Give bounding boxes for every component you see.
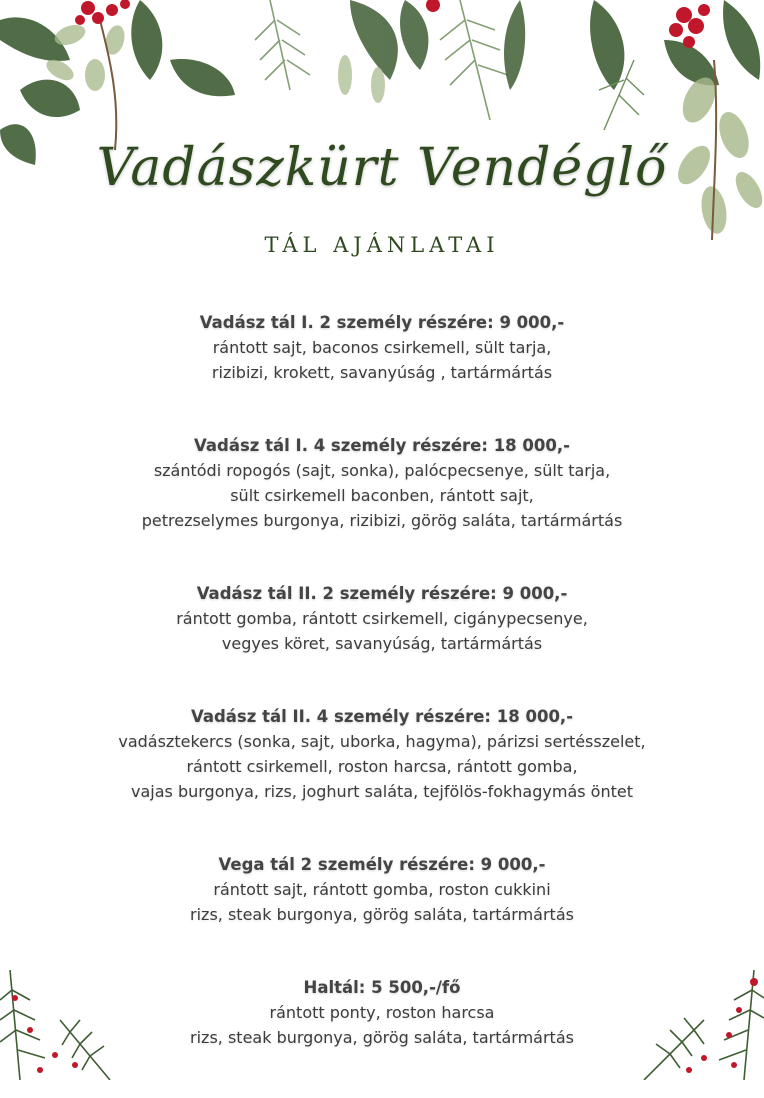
menu-item-description: rántott csirkemell, roston harcsa, rántott gomba, [186, 757, 578, 776]
menu-item [0, 704, 764, 804]
menu-item [0, 975, 764, 1050]
menu-item-description: vajas burgonya, rizs, joghurt saláta, tejfölös-fokhagymás öntet [131, 782, 633, 801]
menu-item-description: rizs, steak burgonya, görög saláta, tartármártás [190, 1028, 574, 1047]
page-title: Vadászkürt Vendéglő [96, 138, 668, 198]
menu-item-description: sült csirkemell baconben, rántott sajt, [230, 486, 534, 505]
menu-item-description: rizibizi, krokett, savanyúság , tartármártás [211, 363, 553, 382]
platter-menu [0, 310, 764, 1098]
menu-item [0, 310, 764, 385]
menu-item-description: rántott sajt, rántott gomba, roston cukkini [213, 880, 551, 899]
pine-branches-icon [230, 0, 530, 140]
menu-item-description: rántott sajt, baconos csirkemell, sült tarja, [212, 338, 552, 357]
menu-item-description: vadásztekercs (sonka, sajt, uborka, hagyma), párizsi sertésszelet, [118, 732, 646, 751]
menu-item [0, 852, 764, 927]
page-subtitle: TÁL AJÁNLATAI [264, 233, 500, 257]
menu-item-description: vegyes köret, savanyúság, tartármártás [221, 634, 543, 653]
menu-item-title: Haltál: 5 500,-/fő [303, 978, 461, 997]
menu-item-description: rizs, steak burgonya, görög saláta, tartármártás [190, 905, 574, 924]
menu-item-title: Vega tál 2 személy részére: 9 000,- [218, 855, 546, 874]
menu-item-description: petrezselymes burgonya, rizibizi, görög saláta, tartármártás [141, 511, 623, 530]
menu-item-title: Vadász tál I. 4 személy részére: 18 000,- [194, 436, 570, 455]
menu-item-title: Vadász tál II. 4 személy részére: 18 000,- [190, 707, 574, 726]
menu-item-title: Vadász tál II. 2 személy részére: 9 000,- [196, 584, 568, 603]
menu-item-description: szántódi ropogós (sajt, sonka), palócpecsenye, sült tarja, [153, 461, 611, 480]
menu-item-description: rántott gomba, rántott csirkemell, cigánypecsenye, [176, 609, 588, 628]
menu-item [0, 581, 764, 656]
menu-item-title: Vadász tál I. 2 személy részére: 9 000,- [199, 313, 565, 332]
holly-eucalyptus-icon [564, 0, 764, 240]
menu-item [0, 433, 764, 533]
menu-item-description: rántott ponty, roston harcsa [269, 1003, 495, 1022]
